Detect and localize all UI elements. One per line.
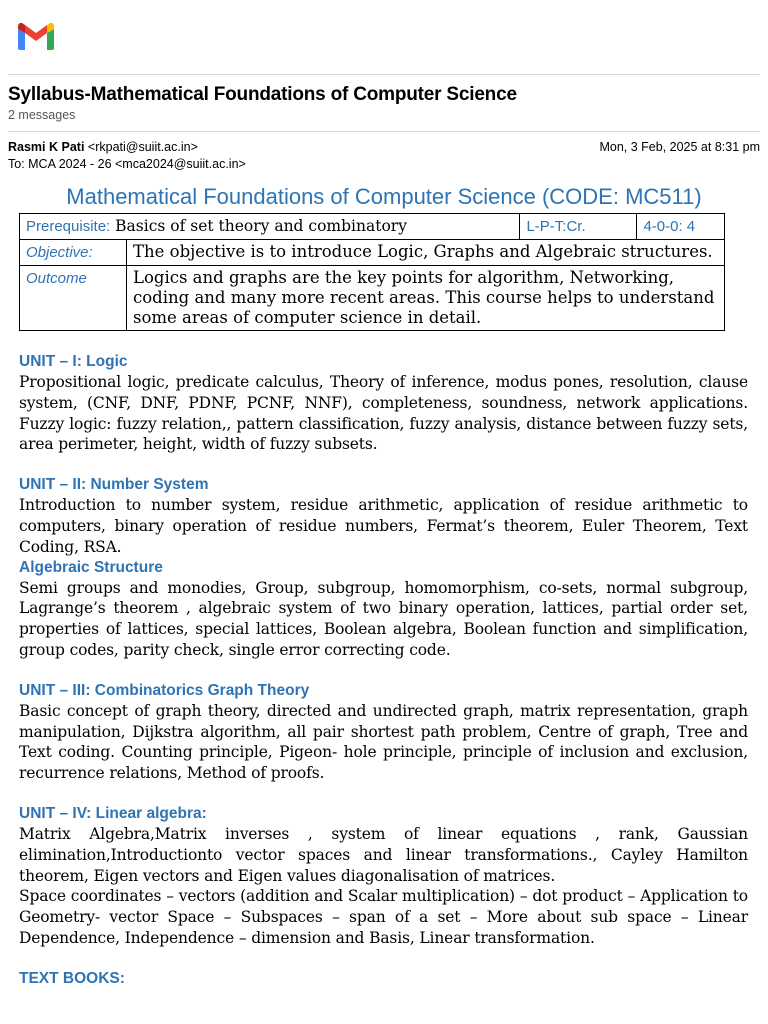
unit-4-body-1: Matrix Algebra,Matrix inverses , system of linear equations , rank, Gaussian elimination,Introductionto vector spaces and linear transformations., Cayley Hamilton theorem, Eigen vectors and Eigen values diagonalisation of matrices. bbox=[19, 824, 748, 885]
lpt-value-cell bbox=[637, 214, 725, 240]
thread-divider bbox=[8, 131, 760, 132]
objective-label-cell bbox=[20, 240, 127, 266]
prerequisite-cell bbox=[20, 214, 520, 240]
unit-4-heading: UNIT – IV: Linear algebra: bbox=[19, 804, 207, 822]
unit-4-body-2: Space coordinates – vectors (addition and Scalar multiplication) – dot product – Application to Geometry- vector Space – Subspaces – span of a set – More about sub space – Linear Dependence, Independence – dimension and Basis, Linear transformation. bbox=[19, 887, 748, 947]
email-subject: Syllabus-Mathematical Foundations of Computer Science bbox=[8, 84, 517, 105]
objective-row bbox=[20, 240, 725, 266]
lpt-label-cell bbox=[520, 214, 637, 240]
unit-2-body: Introduction to number system, residue arithmetic, application of residue arithmetic to computers, binary operation of residue numbers, Fermat’s theorem, Euler Theorem, Text Coding, RSA. bbox=[19, 496, 748, 556]
syllabus-content bbox=[19, 352, 748, 989]
outcome-value: Logics and graphs are the key points for algorithm, Networking, coding and many more recent areas. This course helps to understand some areas of computer science in detail. bbox=[127, 266, 725, 331]
lpt-label: L-P-T:Cr. bbox=[526, 218, 586, 235]
sender-line bbox=[8, 140, 198, 154]
header-divider bbox=[8, 74, 760, 75]
sender-email[interactable]: <rkpati@suiit.ac.in> bbox=[87, 140, 198, 154]
prerequisite-row bbox=[20, 214, 725, 240]
unit-2-heading: UNIT – II: Number System bbox=[19, 476, 209, 494]
unit-3-body: Basic concept of graph theory, directed and undirected graph, matrix representation, graph manipulation, Dijkstra algorithm, all pair shortest path problem, Centre of graph, Tree and Text coding. Counting principle, Pigeon- hole principle, principle of inclusion and exclusion, recurrence relations, Method of proofs. bbox=[19, 701, 748, 783]
course-title: Mathematical Foundations of Computer Science (CODE: MC511) bbox=[66, 184, 702, 209]
course-info-table bbox=[19, 213, 725, 331]
recipient-line: To: MCA 2024 - 26 <mca2024@suiit.ac.in> bbox=[8, 157, 246, 171]
outcome-row bbox=[20, 266, 725, 331]
prerequisite-value: Basics of set theory and combinatory bbox=[110, 217, 407, 235]
prerequisite-label: Prerequisite: bbox=[26, 218, 111, 235]
lpt-value: 4-0-0: 4 bbox=[643, 218, 696, 235]
algebraic-structure-body: Semi groups and monodies, Group, subgroup, homomorphism, co-sets, normal subgroup, Lagrange’s theorem , algebraic system of two binary operation, lattices, partial order set, properties of lattices, special lattices, Boolean algebra, Boolean function and simplification, group codes, parity check, single error correcting code. bbox=[19, 578, 748, 659]
gmail-logo-icon bbox=[16, 20, 56, 52]
objective-value: The objective is to introduce Logic, Graphs and Algebraic structures. bbox=[127, 240, 725, 266]
objective-label: Objective: bbox=[26, 244, 93, 261]
sender-name[interactable]: Rasmi K Pati bbox=[8, 140, 85, 154]
message-count: 2 messages bbox=[8, 108, 76, 122]
unit-1-heading: UNIT – I: Logic bbox=[19, 353, 128, 370]
message-date: Mon, 3 Feb, 2025 at 8:31 pm bbox=[599, 140, 760, 154]
unit-1-body: Propositional logic, predicate calculus, Theory of inference, modus pones, resolution, clause system, (CNF, DNF, PDNF, PCNF, NNF), completeness, soundness, network applications. Fuzzy logic: fuzzy relation,, pattern classification, fuzzy analysis, distance between fuzzy sets, area perimeter, height, width of fuzzy subsets. bbox=[19, 373, 748, 454]
outcome-label: Outcome bbox=[26, 270, 87, 287]
algebraic-structure-heading: Algebraic Structure bbox=[19, 558, 163, 576]
textbooks-heading: TEXT BOOKS: bbox=[19, 969, 125, 987]
unit-3-heading: UNIT – III: Combinatorics Graph Theory bbox=[19, 681, 310, 699]
outcome-label-cell bbox=[20, 266, 127, 331]
